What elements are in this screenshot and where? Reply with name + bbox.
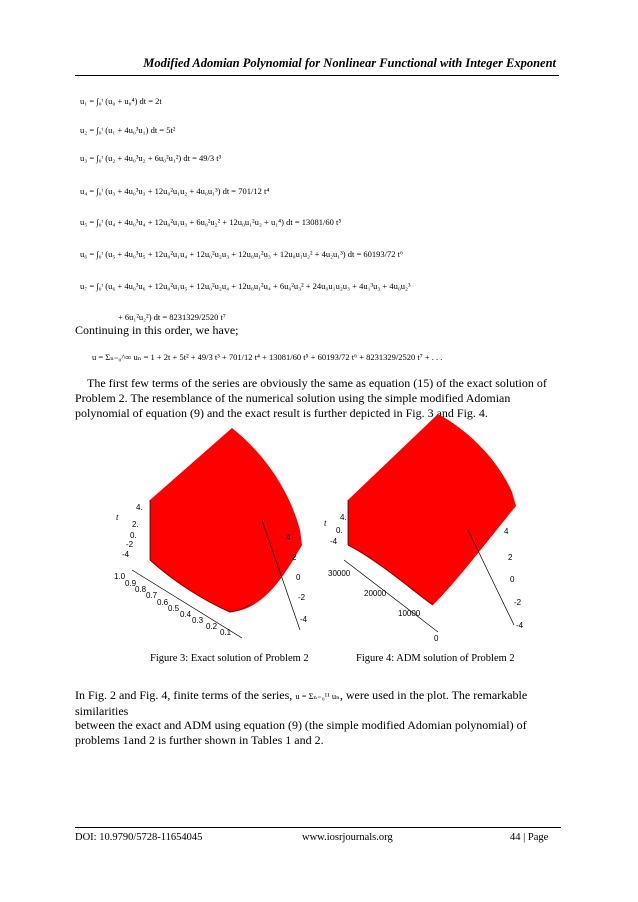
paragraph-similarities: between the exact and ADM using equation (9) (the simple modified Adomian polynomial) of problems 1and 2 is further shown in Tables 1 and 2. — [75, 718, 527, 747]
figure-3-t-tick: 4. — [136, 503, 143, 512]
paragraph-series-terms-mid: , were used in the plot. The remarkable similarities — [75, 688, 528, 718]
header-rule — [75, 75, 559, 76]
figure-3-x-tick: 1.0 — [114, 572, 126, 581]
partial-sum-equation: u = Σₙ₌₀¹¹ uₙ — [295, 691, 340, 701]
figure-3-t-tick: 2. — [132, 520, 139, 529]
figure-4-x-tick: 10000 — [398, 609, 421, 618]
paragraph-figures: The first few terms of the series are obviously the same as equation (15) of the exact solution of Problem 2. The resemblance of the numerical solution using the simple modified Adomian polynomial of equation (9) and the exact result is further depicted in Fig. 3 and Fig. 4. — [75, 376, 547, 420]
figure-3-t-tick: -4 — [122, 550, 130, 559]
figure-4-z-tick: 2 — [508, 553, 513, 562]
paragraph-series-terms-start: In Fig. 2 and Fig. 4, finite terms of the series, — [75, 688, 293, 702]
figure-4-z-tick: 4 — [504, 527, 509, 536]
figure-3-x-tick: 0.6 — [157, 598, 169, 607]
continuing-text: Continuing in this order, we have; — [75, 323, 239, 337]
footer-journal-url[interactable]: www.iosrjournals.org — [302, 832, 393, 843]
paragraph-series-terms — [75, 688, 561, 719]
figure-3-x-tick: 0.5 — [168, 604, 180, 613]
equation-u1: u₁ = ∫₀ᵗ (u₀ + u₀⁴) dt = 2t — [80, 96, 162, 106]
figure-3-x-tick: 0.7 — [146, 591, 158, 600]
figure-4-t-tick: 4. — [340, 513, 347, 522]
series-equation: u = Σₙ₌₀^∞ uₙ = 1 + 2t + 5t² + 49/3 t³ + 701/12 t⁴ + 13081/60 t⁵ + 60193/72 t⁶ + 8231329/2520 t⁷ + . . . — [92, 352, 443, 362]
figure-4-x-tick: 30000 — [328, 569, 351, 578]
figure-4-plot — [318, 410, 528, 650]
running-header: Modified Adomian Polynomial for Nonlinear Functional with Integer Exponent — [143, 56, 556, 70]
figure-3-x-tick: 0.3 — [192, 616, 204, 625]
figure-3-x-tick: 0.8 — [135, 585, 147, 594]
figure-3-x-tick: 0.9 — [125, 579, 137, 588]
figure-3-x-tick: 0.1 — [220, 628, 232, 637]
footer-rule — [75, 827, 561, 828]
figure-4-t-tick: 0. — [336, 526, 343, 535]
figure-3-x-tick: 0.2 — [206, 622, 218, 631]
equation-u5: u₅ = ∫₀ᵗ (u₄ + 4u₀³u₄ + 12u₀²u₁u₃ + 6u₀²u₂² + 12u₀u₁²u₂ + u₁⁴) dt = 13081/60 t⁵ — [80, 217, 342, 227]
figure-4-z-tick: 0 — [510, 575, 515, 584]
figure-3-surface — [150, 428, 302, 612]
equation-u6: u₆ = ∫₀ᵗ (u₅ + 4u₀³u₅ + 12u₀²u₁u₄ + 12u₀²u₂u₃ + 12u₀u₁²u₃ + 12u₀u₁u₂² + 4u₂u₁³) dt = 60193/72 t⁶ — [80, 249, 403, 259]
footer-doi: DOI: 10.9790/5728-11654045 — [75, 832, 203, 843]
figure-4-z-tick: -2 — [514, 598, 522, 607]
equation-u7: u₇ = ∫₀ᵗ (u₆ + 4u₀³u₆ + 12u₀²u₁u₅ + 12u₀²u₂u₄ + 12u₀u₁²u₄ + 6u₀²u₃² + 24u₀u₁u₂u₃ + 4u₁³u₃ + 4u₀u₂³ — [80, 281, 411, 291]
equation-u2: u₂ = ∫₀ᵗ (u₁ + 4u₀³u₁) dt = 5t² — [80, 125, 176, 135]
figure-3-x-tick: 0.4 — [180, 610, 192, 619]
equation-u7-continued: + 6u₁²u₂²) dt = 8231329/2520 t⁷ — [118, 312, 226, 322]
figure-4-t-label: t — [324, 518, 327, 528]
figure-3-t-label: t — [116, 512, 119, 522]
figure-3-plot — [112, 420, 317, 650]
figure-3-t-tick: -2 — [126, 540, 134, 549]
figure-4-x-tick: 20000 — [364, 589, 387, 598]
figure-3-caption: Figure 3: Exact solution of Problem 2 — [150, 653, 309, 664]
figure-4-z-tick: -4 — [516, 621, 524, 630]
figure-3-z-tick: -2 — [298, 593, 306, 602]
figure-3-z-tick: 4 — [286, 533, 291, 542]
figure-3-t-tick: 0. — [130, 531, 137, 540]
equation-u3: u₃ = ∫₀ᵗ (u₂ + 4u₀³u₂ + 6u₀²u₁²) dt = 49/3 t³ — [80, 153, 222, 163]
figure-4-x-tick: 0 — [434, 634, 439, 643]
figure-4-t-tick: -4 — [330, 537, 338, 546]
footer-page-number: 44 | Page — [510, 832, 549, 843]
figure-3-z-tick: -4 — [300, 615, 308, 624]
figure-3-z-tick: 0 — [296, 573, 301, 582]
figure-3-z-tick: 2 — [292, 553, 297, 562]
figure-4-caption: Figure 4: ADM solution of Problem 2 — [356, 653, 515, 664]
equation-u4: u₄ = ∫₀ᵗ (u₃ + 4u₀³u₃ + 12u₀²u₁u₂ + 4u₀u₁³) dt = 701/12 t⁴ — [80, 186, 270, 196]
